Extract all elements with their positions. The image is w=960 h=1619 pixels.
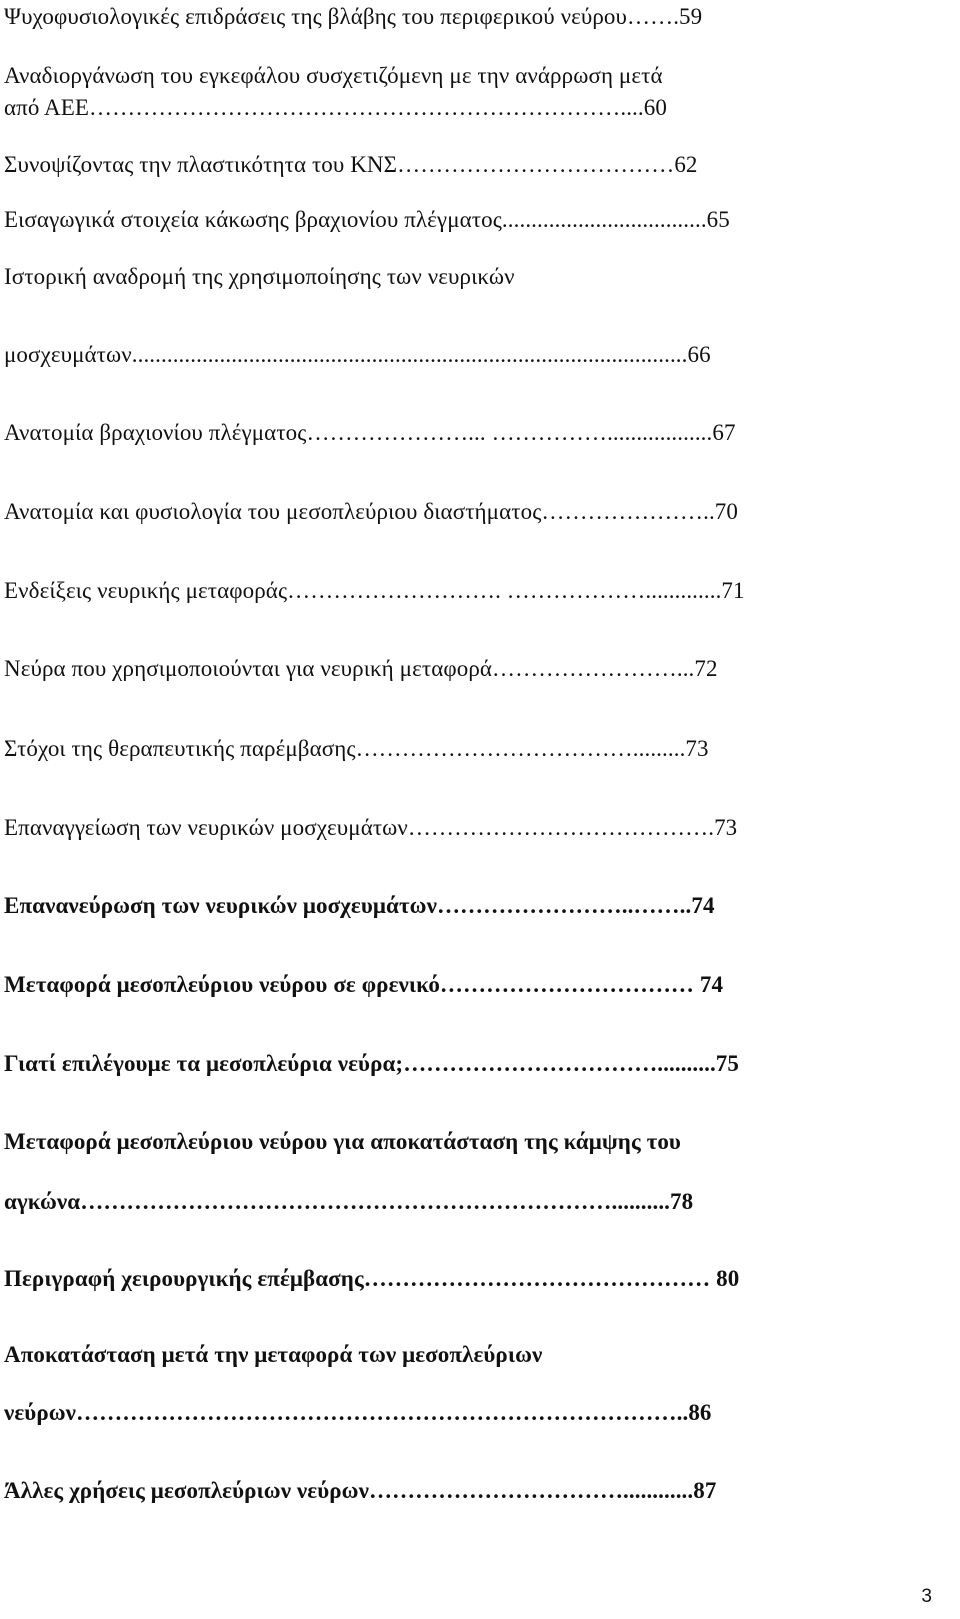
toc-entry: Ανατομία και φυσιολογία του μεσοπλεύριου διαστήματος…………………..70 <box>4 499 739 524</box>
toc-entry: Επαναγγείωση των νευρικών μοσχευμάτων………………………………….73 <box>4 815 738 840</box>
toc-entry: Ανατομία βραχιονίου πλέγματος…………………... ……………..................67 <box>4 420 736 445</box>
toc-entry: Μεταφορά μεσοπλεύριου νεύρου σε φρενικό…………………………… 74 <box>4 972 724 997</box>
toc-entry: νεύρων……………………………………………………………………..86 <box>4 1400 712 1425</box>
toc-entry: μοσχευμάτων...............................................................................................66 <box>4 342 711 367</box>
toc-entry: Νεύρα που χρησιμοποιούνται για νευρική μεταφορά……………………...72 <box>4 656 718 681</box>
toc-entry: Περιγραφή χειρουργικής επέμβασης……………………………………… 80 <box>4 1266 740 1291</box>
toc-entry: Γιατί επιλέγουμε τα μεσοπλεύρια νεύρα;……………………………..........75 <box>4 1051 739 1076</box>
toc-entry: Μεταφορά μεσοπλεύριου νεύρου για αποκατάσταση της κάμψης του <box>4 1129 681 1154</box>
toc-entry: αγκώνα……………………………………………………………..........78 <box>4 1189 694 1214</box>
toc-entry: Ιστορική αναδρομή της χρησιμοποίησης των νευρικών <box>4 264 515 289</box>
toc-entry: Άλλες χρήσεις μεσοπλεύριων νεύρων……………………………............87 <box>4 1478 717 1503</box>
page-number: 3 <box>921 1586 932 1607</box>
toc-entry: Συνοψίζοντας την πλαστικότητα του ΚΝΣ………………………………62 <box>4 152 698 177</box>
toc-entry: Επανανεύρωση των νευρικών μοσχευμάτων……………………..……..74 <box>4 893 715 918</box>
toc-entry: από ΑΕΕ……………………………………………………………....60 <box>4 95 667 120</box>
toc-entry: Στόχοι της θεραπευτικής παρέμβασης……………………………….........73 <box>4 736 709 761</box>
toc-entry: Αναδιοργάνωση του εγκεφάλου συσχετιζόμενη με την ανάρρωση μετά <box>4 63 663 88</box>
toc-entry: Εισαγωγικά στοιχεία κάκωσης βραχιονίου πλέγματος...................................65 <box>4 207 730 232</box>
toc-entry: Ενδείξεις νευρικής μεταφοράς………………………. ……………….............71 <box>4 578 745 603</box>
toc-entry: Αποκατάσταση μετά την μεταφορά των μεσοπλεύριων <box>4 1342 543 1367</box>
toc-entry: Ψυχοφυσιολογικές επιδράσεις της βλάβης του περιφερικού νεύρου…….59 <box>4 4 703 29</box>
